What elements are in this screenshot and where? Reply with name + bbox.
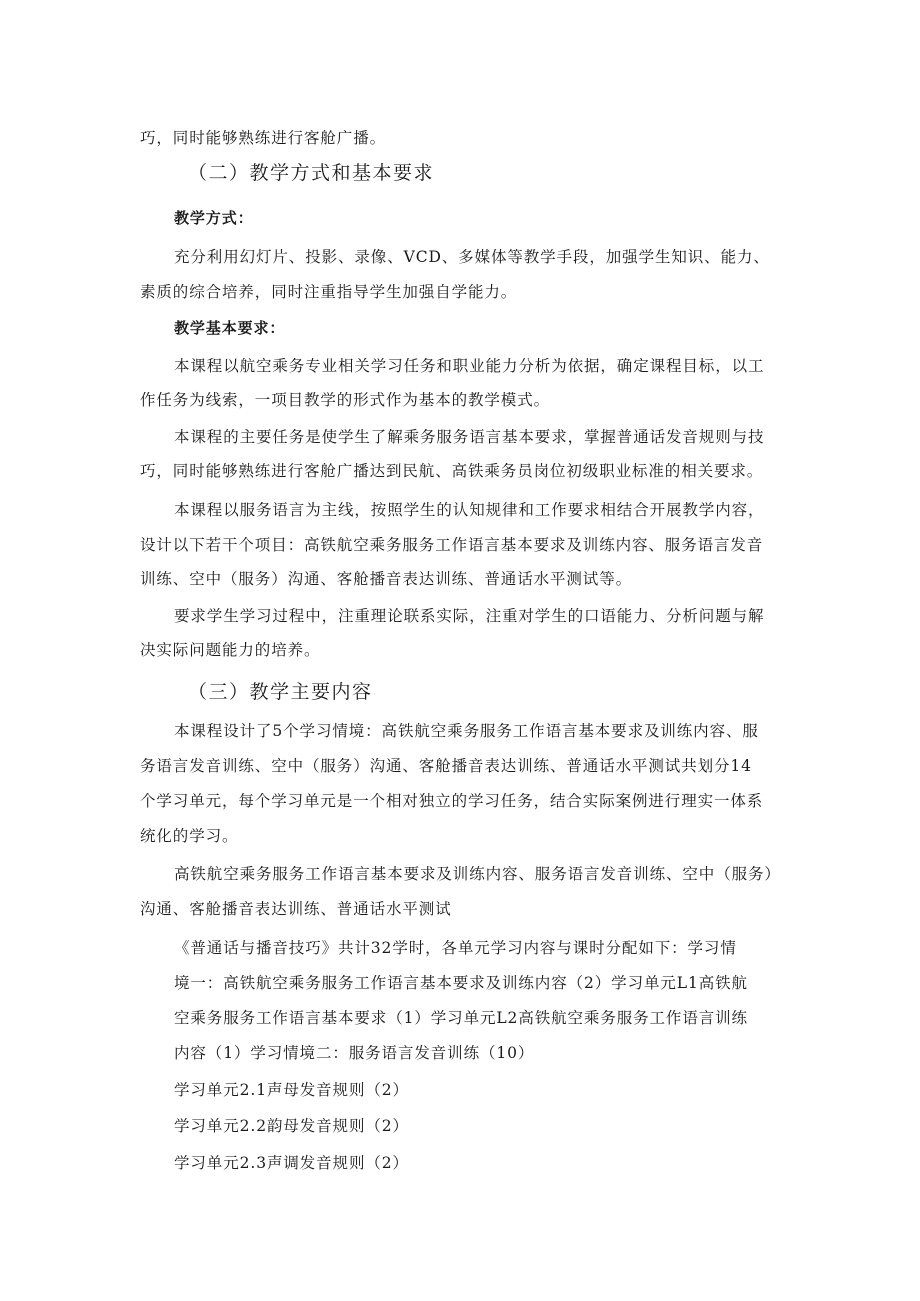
requirements-p3-line-2: 设计以下若干个项目：高铁航空乘务服务工作语言基本要求及训练内容、服务语言发音	[140, 536, 764, 554]
requirements-p2-line-1: 本课程的主要任务是使学生了解乘务服务语言基本要求，掌握普通话发音规则与技	[174, 428, 765, 446]
intro-line: 巧，同时能够熟练进行客舱广播。	[140, 129, 387, 147]
content-p3-line-2: 境一：高铁航空乘务服务工作语言基本要求及训练内容（2）学习单元L1高铁航	[174, 974, 748, 992]
requirements-p1-line-2: 作任务为线索，一项目教学的形式作为基本的教学模式。	[140, 391, 551, 409]
content-p1-line-2: 务语言发音训练、空中（服务）沟通、客舱播音表达训练、普通话水平测试共划分14	[140, 757, 752, 775]
requirements-p3-line-3: 训练、空中（服务）沟通、客舱播音表达训练、普通话水平测试等。	[140, 570, 633, 588]
content-p3-line-4: 内容（1）学习情境二：服务语言发音训练（10）	[174, 1044, 535, 1062]
content-p1-line-4: 统化的学习。	[140, 827, 239, 845]
learning-unit-2-1: 学习单元2.1声母发音规则（2）	[174, 1081, 409, 1099]
requirements-p3-line-1: 本课程以服务语言为主线，按照学生的认知规律和工作要求相结合开展教学内容，	[174, 501, 765, 519]
content-p1-line-1: 本课程设计了5个学习情境：高铁航空乘务服务工作语言基本要求及训练内容、服	[174, 722, 759, 740]
section-heading-teaching-method: （二）教学方式和基本要求	[188, 162, 435, 184]
content-p1-line-3: 个学习单元，每个学习单元是一个相对独立的学习任务，结合实际案例进行理实一体系	[140, 792, 764, 810]
learning-unit-2-3: 学习单元2.3声调发音规则（2）	[174, 1154, 409, 1172]
learning-unit-2-2: 学习单元2.2韵母发音规则（2）	[174, 1117, 409, 1135]
requirements-p4-line-2: 决实际问题能力的培养。	[140, 641, 321, 659]
teaching-requirements-label: 教学基本要求：	[174, 319, 286, 337]
method-line-2: 素质的综合培养，同时注重指导学生加强自学能力。	[140, 283, 518, 301]
requirements-p1-line-1: 本课程以航空乘务专业相关学习任务和职业能力分析为依据，确定课程目标，以工	[174, 357, 765, 375]
content-p2-line-1: 高铁航空乘务服务工作语言基本要求及训练内容、服务语言发音训练、空中（服务）	[174, 865, 781, 883]
content-p2-line-2: 沟通、客舱播音表达训练、普通话水平测试	[140, 900, 452, 918]
requirements-p2-line-2: 巧，同时能够熟练进行客舱广播达到民航、高铁乘务员岗位初级职业标准的相关要求。	[140, 462, 764, 480]
method-line-1: 充分利用幻灯片、投影、录像、VCD、多媒体等教学手段，加强学生知识、能力、	[174, 248, 770, 266]
requirements-p4-line-1: 要求学生学习过程中，注重理论联系实际，注重对学生的口语能力、分析问题与解	[174, 607, 765, 625]
content-p3-line-1: 《普通话与播音技巧》共计32学时，各单元学习内容与课时分配如下：学习情	[174, 939, 737, 957]
teaching-method-label: 教学方式：	[174, 209, 254, 227]
content-p3-line-3: 空乘务服务工作语言基本要求（1）学习单元L2高铁航空乘务服务工作语言训练	[174, 1009, 748, 1027]
section-heading-main-content: （三）教学主要内容	[188, 681, 373, 703]
